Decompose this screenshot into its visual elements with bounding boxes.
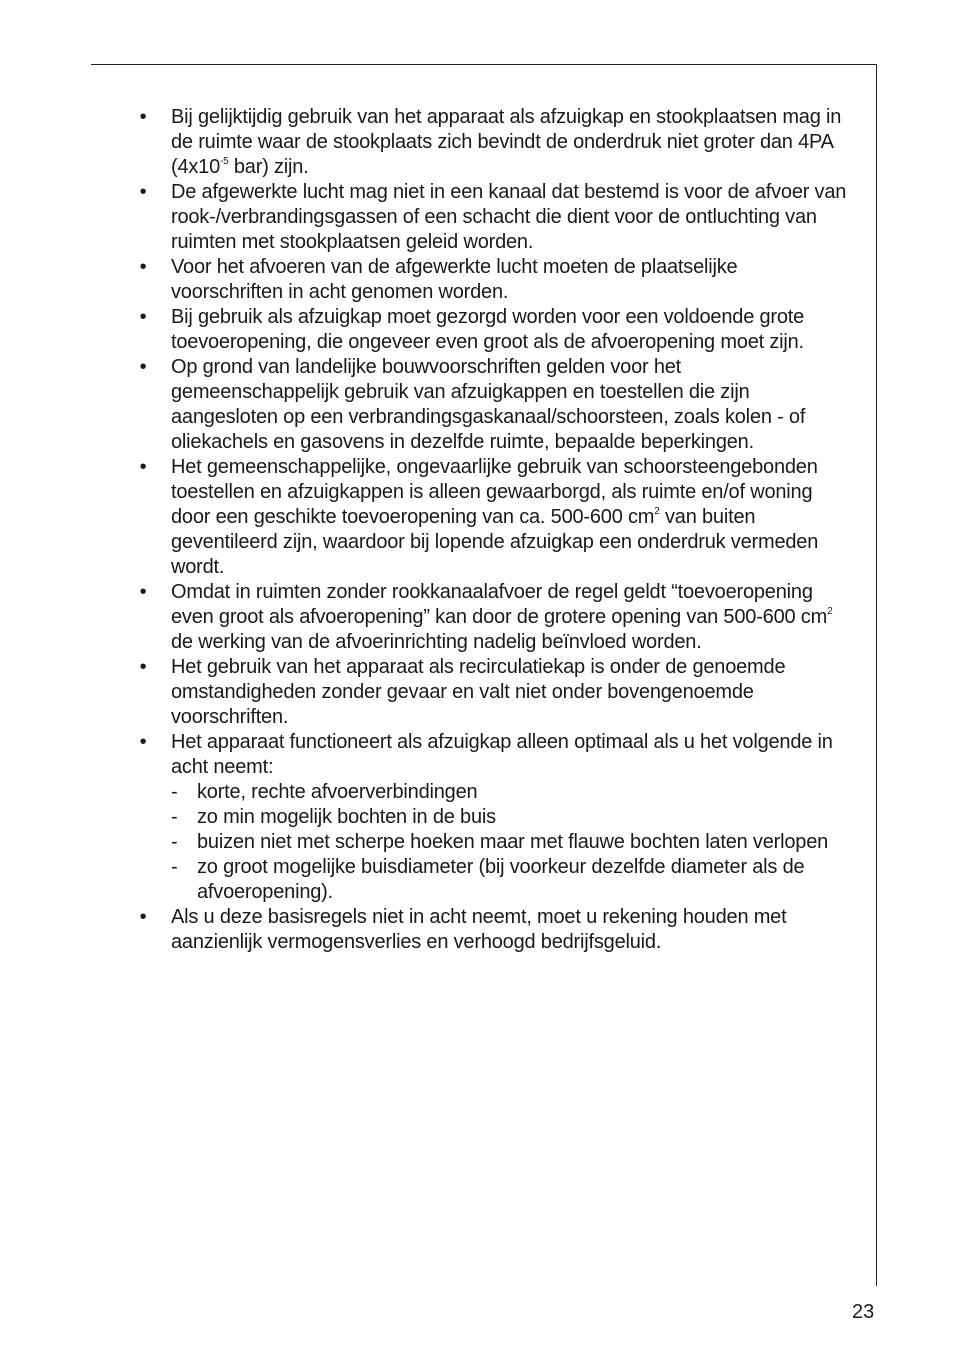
bullet-icon: • [139,731,147,753]
list-item-text: Omdat in ruimten zonder rookkanaalafvoer de regel geldt “toevoeropening even groot als afvoeropening” kan door de grotere opening van 500-600 cm [171,581,828,628]
main-content [0,105,954,955]
top-rule [91,64,877,65]
bullet-icon: • [139,456,147,478]
list-item-text: Op grond van landelijke bouwvoorschriften gelden voor het gemeenschappelijk gebruik van afzuigkappen en toestellen die zijn aangesloten op een verbrandingsgaskanaal/schoorsteen, zoals kolen - of oliekachels en gasovens in dezelfde ruimte, bepaalde beperkingen. [171,356,806,453]
list-item-text: Als u deze basisregels niet in acht neemt, moet u rekening houden met aanzienlijk vermogensverlies en verhoogd bedrijfsgeluid. [171,906,787,953]
list-item-text-after: van buiten geventileerd zijn, waardoor bij lopende afzuigkap een onderdruk vermeden wordt. [171,506,819,578]
superscript: -5 [220,156,229,167]
list-item [0,730,954,905]
list-item [0,355,954,455]
sub-list-item-text: zo min mogelijk bochten in de buis [197,806,496,828]
list-item-text: Bij gelijktijdig gebruik van het apparaat als afzuigkap en stookplaatsen mag in de ruimte waar de stookplaats zich bevindt de onderdruk niet groter dan 4PA (4x10 [171,106,842,178]
bullet-icon: • [139,106,147,128]
list-item-text: Bij gebruik als afzuigkap moet gezorgd worden voor een voldoende grote toevoeropening, die ongeveer even groot als de afvoeropening moet zijn. [171,306,805,353]
dash-icon: - [171,781,178,803]
list-item-text: De afgewerkte lucht mag niet in een kanaal dat bestemd is voor de afvoer van rook-/verbrandingsgassen of een schacht die dient voor de ontluchting van ruimten met stookplaatsen geleid worden. [171,181,847,253]
dash-icon: - [171,806,178,828]
superscript: 2 [827,606,833,617]
list-item-text-after: de werking van de afvoerinrichting nadelig beïnvloed worden. [171,631,702,653]
list-item-text: Voor het afvoeren van de afgewerkte lucht moeten de plaatselijke voorschriften in acht genomen worden. [171,256,738,303]
list-item-text: Het apparaat functioneert als afzuigkap alleen optimaal als u het volgende in acht neemt: [171,731,833,778]
list-item [0,255,954,305]
list-item-text: Het gemeenschappelijke, ongevaarlijke gebruik van schoorsteengebonden toestellen en afzuigkappen is alleen gewaarborgd, als ruimte en/of woning door een geschikte toevoeropening van ca. 500-600 cm [171,456,818,528]
sub-list-item [171,855,854,905]
list-item-text: Het gebruik van het apparaat als recirculatiekap is onder de genoemde omstandigheden zonder gevaar en valt niet onder bovengenoemde voorschriften. [171,656,786,728]
dash-icon: - [171,856,178,878]
bullet-icon: • [139,656,147,678]
bullet-icon: • [139,581,147,603]
bullet-icon: • [139,356,147,378]
list-item [0,455,954,580]
bullet-icon: • [139,306,147,328]
sub-list-item [171,780,854,805]
bullet-icon: • [139,181,147,203]
list-item [0,305,954,355]
sub-list-item-text: buizen niet met scherpe hoeken maar met flauwe bochten laten verlopen [197,831,829,853]
page-number: 23 [852,1301,875,1323]
sub-list-item [171,805,854,830]
sub-list-item-text: korte, rechte afvoerverbindingen [197,781,478,803]
list-item [0,180,954,255]
bullet-icon: • [139,256,147,278]
list-item [0,655,954,730]
sub-list-item-text: zo groot mogelijke buisdiameter (bij voorkeur dezelfde diameter als de afvoeropening). [197,856,805,903]
list-item [0,580,954,655]
list-item [0,905,954,955]
sub-list-item [171,830,854,855]
bullet-icon: • [139,906,147,928]
list-item-text-after: bar) zijn. [228,156,309,178]
list-item [0,105,954,180]
dash-icon: - [171,831,178,853]
superscript: 2 [654,506,660,517]
